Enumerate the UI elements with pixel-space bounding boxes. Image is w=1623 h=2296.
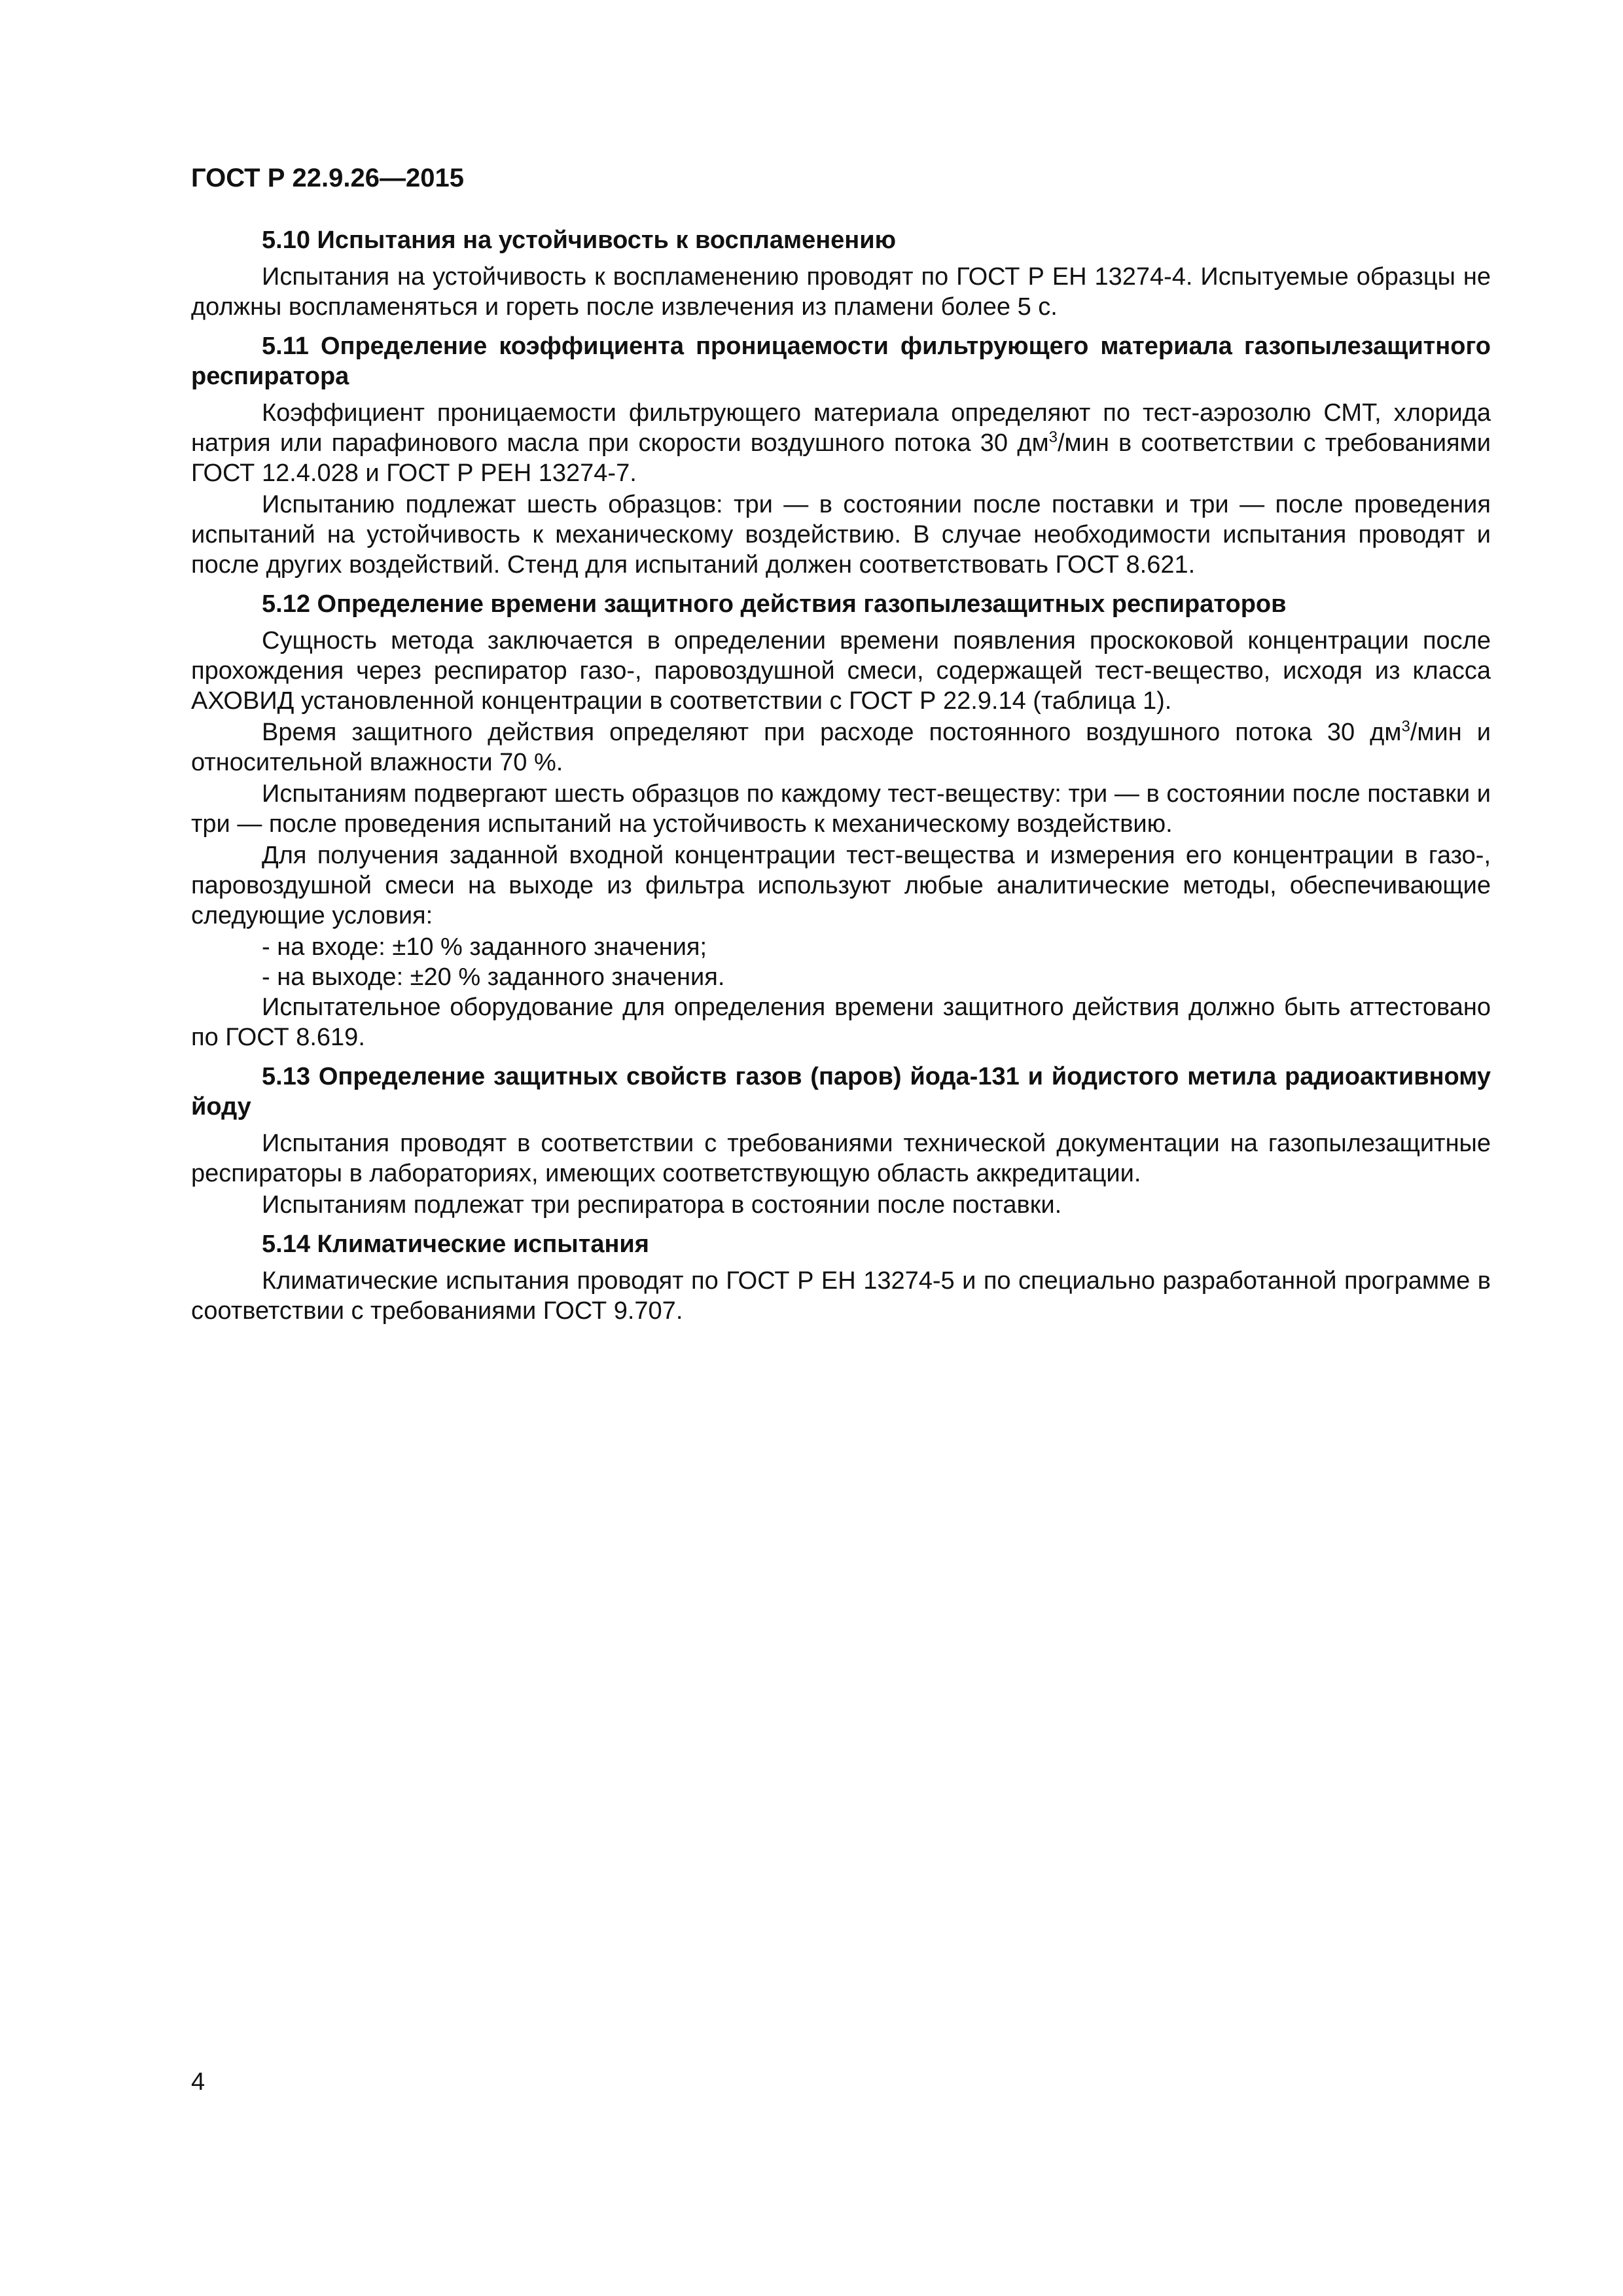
paragraph-text: Время защитного действия определяют при расходе постоянного воздушного потока 30 дм (262, 719, 1402, 746)
section-title: 5.10 Испытания на устойчивость к воспламенению (262, 226, 897, 254)
list-item: - на входе: ±10 % заданного значения; (262, 933, 707, 961)
paragraph: Испытательное оборудование для определения времени защитного действия должно быть аттестовано по ГОСТ 8.619. (191, 994, 1491, 1051)
superscript: 3 (1401, 717, 1410, 736)
paragraph: Испытания на устойчивость к воспламенению проводят по ГОСТ Р ЕН 13274-4. Испытуемые образцы не должны воспламеняться и гореть после извлечения из пламени более 5 с. (191, 263, 1491, 321)
section-5-13 (191, 1062, 1491, 1220)
document-body (191, 225, 1491, 1327)
paragraph-text: Коэффициент проницаемости фильтрующего материала определяют по тест-аэрозолю СМТ, хлорида натрия или парафинового масла при скорости воздушного потока 30 дм (191, 399, 1491, 457)
paragraph-text: /мин и относительной влажности 70 %. (191, 719, 1491, 776)
section-5-10 (191, 225, 1491, 322)
section-title: 5.14 Климатические испытания (262, 1230, 649, 1258)
paragraph: Испытаниям подвергают шесть образцов по каждому тест-веществу: три — в состоянии после поставки и три — после проведения испытаний на устойчивость к механическому воздействию. (191, 780, 1491, 838)
paragraph: Климатические испытания проводят по ГОСТ Р ЕН 13274-5 и по специально разработанной программе в соответствии с требованиями ГОСТ 9.707. (191, 1267, 1491, 1325)
page-number: 4 (191, 2068, 205, 2096)
section-title: 5.11 Определение коэффициента проницаемости фильтрующего материала газопылезащитного респиратора (191, 332, 1491, 390)
paragraph: Сущность метода заключается в определении времени появления проскоковой концентрации после прохождения через респиратор газо-, паровоздушной смеси, содержащей тест-вещество, исходя из класса АХОВИД установленной концентрации в соответствии с ГОСТ Р 22.9.14 (таблица 1). (191, 627, 1491, 715)
superscript: 3 (1048, 428, 1058, 446)
paragraph: Для получения заданной входной концентрации тест-вещества и измерения его концентрации в газо-, паровоздушной смеси на выходе из фильтра используют любые аналитические методы, обеспечивающие следующие условия: (191, 842, 1491, 929)
section-title: 5.12 Определение времени защитного действия газопылезащитных респираторов (262, 590, 1287, 618)
paragraph (191, 398, 1491, 488)
paragraph: Испытания проводят в соответствии с требованиями технической документации на газопылезащитные респираторы в лабораториях, имеющих соответствующую область аккредитации. (191, 1130, 1491, 1187)
paragraph (191, 717, 1491, 778)
list-item: - на выходе: ±20 % заданного значения. (262, 963, 725, 991)
paragraph: Испытаниям подлежат три респиратора в состоянии после поставки. (262, 1191, 1062, 1219)
section-5-11 (191, 331, 1491, 580)
section-5-14 (191, 1229, 1491, 1326)
paragraph: Испытанию подлежат шесть образцов: три — в состоянии после поставки и три — после проведения испытаний на устойчивость к механическому воздействию. В случае необходимости испытания проводят и после других воздействий. Стенд для испытаний должен соответствовать ГОСТ 8.621. (191, 491, 1491, 579)
paragraph-text: /мин в соответствии с требованиями ГОСТ 12.4.028 и ГОСТ Р РЕН 13274-7. (191, 429, 1491, 487)
document-code-header: ГОСТ Р 22.9.26—2015 (191, 164, 464, 192)
section-5-12 (191, 589, 1491, 1052)
section-title: 5.13 Определение защитных свойств газов (паров) йода-131 и йодистого метила радиоактивному йоду (191, 1063, 1491, 1121)
